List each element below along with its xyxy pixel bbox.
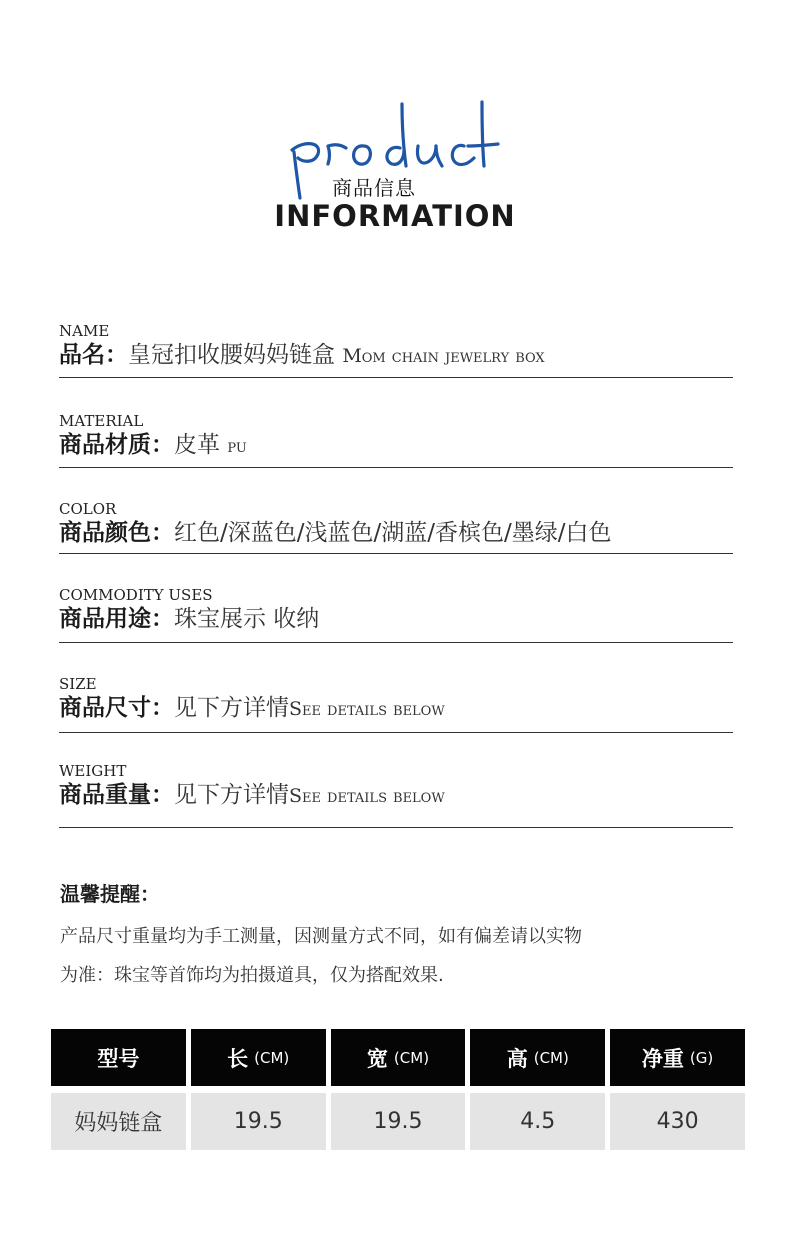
header-label: 高 — [506, 1046, 528, 1071]
info-value-en: pu — [227, 435, 247, 457]
info-line — [59, 518, 733, 548]
info-label-en: SIZE — [59, 675, 97, 693]
info-label-en: MATERIAL — [59, 412, 144, 430]
header-unit: (CM) — [393, 1048, 430, 1067]
table-cell-weight: 430 — [610, 1093, 745, 1150]
info-key: 商品重量： — [59, 782, 174, 808]
info-key: 品名： — [59, 342, 128, 368]
info-line — [59, 604, 733, 634]
info-row-size — [59, 675, 733, 733]
info-row-color — [59, 500, 733, 554]
info-label-en: WEIGHT — [59, 762, 127, 780]
info-line — [59, 430, 733, 460]
header-unit: (CM) — [533, 1048, 569, 1067]
info-row-material — [59, 412, 733, 468]
table-header-cell-width — [331, 1029, 466, 1086]
info-value: 见下方详情 — [174, 782, 289, 808]
spec-table — [51, 1029, 745, 1150]
table-cell-length: 19.5 — [191, 1093, 326, 1150]
table-header-row — [51, 1029, 745, 1086]
info-row-commodity-uses — [59, 586, 733, 643]
table-cell-width: 19.5 — [331, 1093, 466, 1150]
table-header-cell-height — [470, 1029, 605, 1086]
header-label: 长 — [227, 1046, 249, 1071]
product-information-header — [0, 100, 790, 240]
info-value-en: Mom chain jewelry box — [342, 345, 545, 367]
info-key: 商品颜色： — [59, 520, 174, 546]
note-line-2: 为准：珠宝等首饰均为拍摄道具，仅为搭配效果. — [60, 965, 444, 986]
info-key: 商品用途： — [59, 606, 174, 632]
info-value: 皮革 — [174, 432, 228, 458]
header-label: 净重 — [641, 1046, 684, 1071]
table-row — [51, 1093, 745, 1150]
header-unit: (CM) — [254, 1048, 290, 1067]
header-title-en: INFORMATION — [274, 199, 516, 233]
info-line — [59, 780, 733, 810]
info-key: 商品尺寸： — [59, 695, 174, 721]
info-key: 商品材质： — [59, 432, 174, 458]
info-row-weight — [59, 762, 733, 828]
info-value: 见下方详情 — [174, 695, 289, 721]
table-cell-height: 4.5 — [470, 1093, 605, 1150]
header-unit: (G) — [689, 1048, 714, 1067]
info-line — [59, 340, 733, 370]
info-label-en: COMMODITY USES — [59, 586, 213, 604]
info-value: 珠宝展示 收纳 — [174, 606, 320, 632]
header-label: 型号 — [97, 1046, 140, 1071]
info-value: 皇冠扣收腰妈妈链盒 — [128, 342, 343, 368]
note-line-1: 产品尺寸重量均为手工测量，因测量方式不同，如有偏差请以实物 — [60, 926, 582, 947]
table-cell-model: 妈妈链盒 — [51, 1093, 186, 1150]
info-value-en: See details below — [289, 698, 445, 720]
info-line — [59, 693, 733, 723]
info-label-en: NAME — [59, 322, 110, 340]
info-row-name — [59, 322, 733, 378]
header-label: 宽 — [366, 1046, 388, 1071]
info-label-en: COLOR — [59, 500, 117, 518]
info-value-en: See details below — [289, 785, 445, 807]
header-title-cn: 商品信息 — [332, 176, 416, 200]
table-header-cell-weight — [610, 1029, 745, 1086]
note-title: 温馨提醒： — [60, 882, 160, 906]
table-header-cell-length — [191, 1029, 326, 1086]
table-header-cell-model — [51, 1029, 186, 1086]
info-value: 红色/深蓝色/浅蓝色/湖蓝/香槟色/墨绿/白色 — [174, 520, 612, 546]
